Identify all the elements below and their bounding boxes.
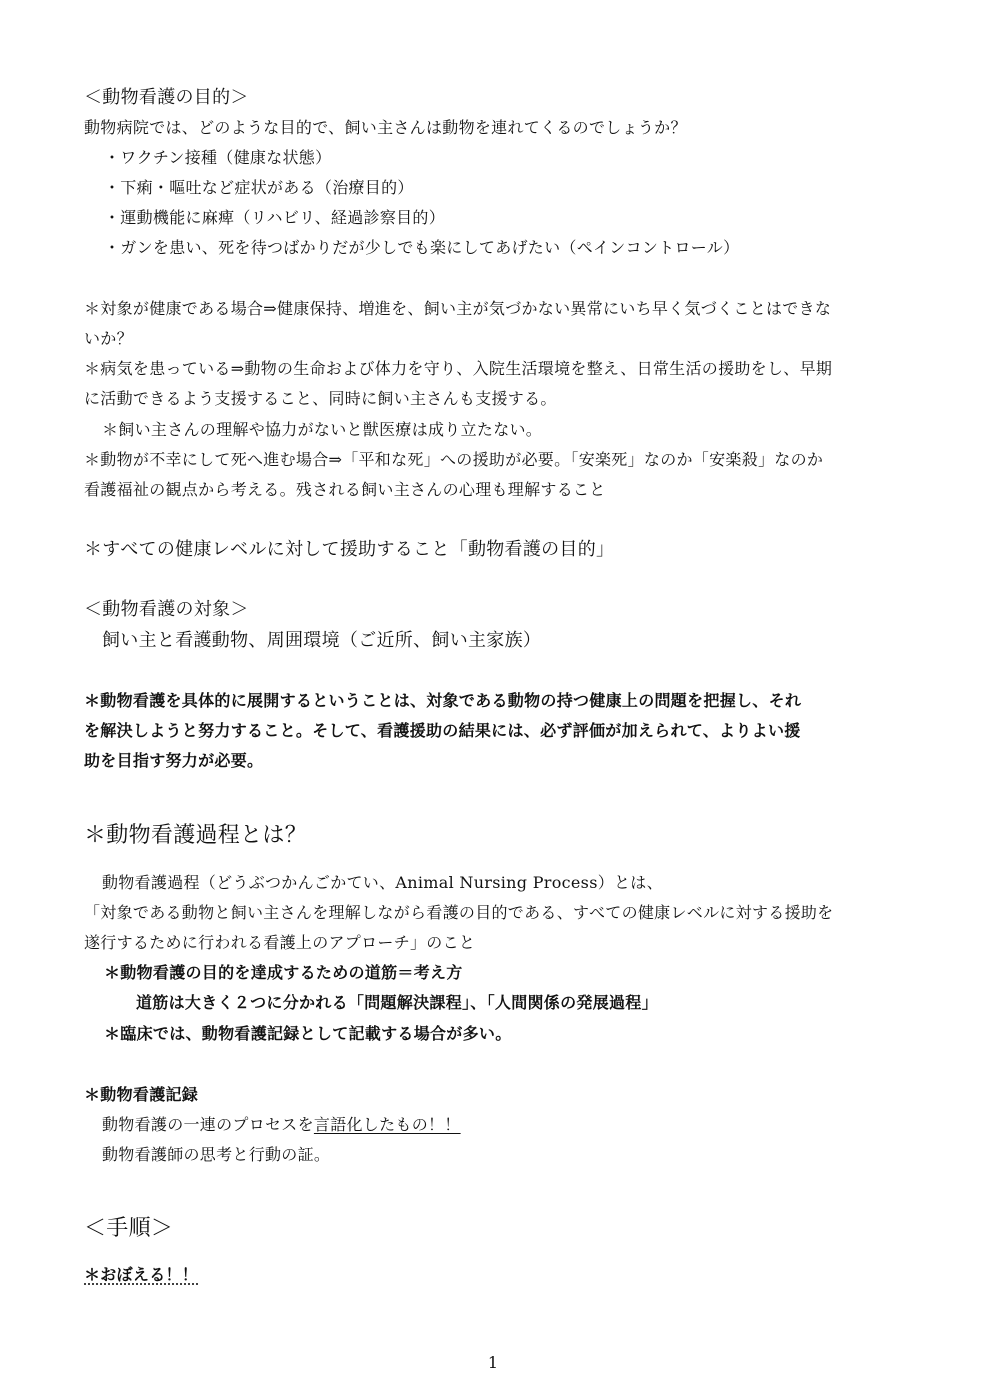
record-line-underlined: 言語化したもの！！ <box>313 1115 461 1134</box>
process-bold-line: ＊臨床では、動物看護記録として記載する場合が多い。 <box>104 1024 512 1043</box>
process-line: 動物看護過程（どうぶつかんごかてい、Animal Nursing Process）とは、 <box>102 873 663 892</box>
bullet-item: ・ワクチン接種（健康な状態） <box>104 148 332 167</box>
process-bold-line: 道筋は大きく２つに分かれる「問題解決課程」、「人間関係の発展過程」 <box>136 993 658 1012</box>
record-line <box>102 1114 932 1136</box>
note-line: ＊飼い主さんの理解や協力がないと獣医療は成り立たない。 <box>102 420 543 439</box>
section-heading-purpose: ＜動物看護の目的＞ <box>84 87 249 108</box>
bullet-item: ・運動機能に麻痺（リハビリ、経過診察目的） <box>104 208 446 227</box>
section-heading-record: ＊動物看護記録 <box>84 1085 199 1104</box>
all-levels-line: ＊すべての健康レベルに対して援助すること「動物看護の目的」 <box>84 539 615 560</box>
intro-line: 動物病院では、どのような目的で、飼い主さんは動物を連れてくるのでしょうか？ <box>84 118 687 137</box>
note-line: ＊対象が健康である場合⇒健康保持、増進を、飼い主が気づかない異常にいち早く気づくことはできな <box>84 299 832 318</box>
bold-paragraph-line: を解決しようと努力すること。そして、看護援助の結果には、必ず評価が加えられて、よりよい援 <box>84 721 801 740</box>
section-heading-process: ＊動物看護過程とは？ <box>84 823 308 848</box>
remember-text: ＊おぼえる！！ <box>84 1265 199 1284</box>
target-line: 飼い主と看護動物、周囲環境（ご近所、飼い主家族） <box>102 630 542 651</box>
process-line: 遂行するために行われる看護上のアプローチ」のこと <box>84 933 476 952</box>
process-bold-line: ＊動物看護の目的を達成するための道筋＝考え方 <box>104 963 463 982</box>
remember-line <box>84 1264 914 1286</box>
note-line: に活動できるよう支援すること、同時に飼い主さんも支援する。 <box>84 389 557 408</box>
process-line: 「対象である動物と飼い主さんを理解しながら看護の目的である、すべての健康レベルに対する援助を <box>84 903 834 922</box>
section-heading-procedure: ＜手順＞ <box>84 1216 174 1241</box>
note-line: ＊動物が不幸にして死へ進む場合⇒「平和な死」への援助が必要。「安楽死」なのか「安楽殺」なのか <box>84 450 824 469</box>
bullet-item: ・下痢・嘔吐など症状がある（治療目的） <box>104 178 414 197</box>
record-line-text: 動物看護の一連のプロセスを <box>102 1115 314 1134</box>
note-line: 看護福祉の観点から考える。残される飼い主さんの心理も理解すること <box>84 480 606 499</box>
section-heading-target: ＜動物看護の対象＞ <box>84 599 249 620</box>
record-line: 動物看護師の思考と行動の証。 <box>102 1145 331 1164</box>
bold-paragraph-line: 助を目指す努力が必要。 <box>84 751 264 770</box>
note-line: いか？ <box>84 329 133 348</box>
bold-paragraph-line: ＊動物看護を具体的に展開するということは、対象である動物の持つ健康上の問題を把握し、それ <box>84 691 802 710</box>
page-number: 1 <box>487 1353 499 1372</box>
bullet-item: ・ガンを患い、死を待つばかりだが少しでも楽にしてあげたい（ペインコントロール） <box>104 238 740 257</box>
note-line: ＊病気を患っている⇒動物の生命および体力を守り、入院生活環境を整え、日常生活の援助をし、早期 <box>84 359 833 378</box>
